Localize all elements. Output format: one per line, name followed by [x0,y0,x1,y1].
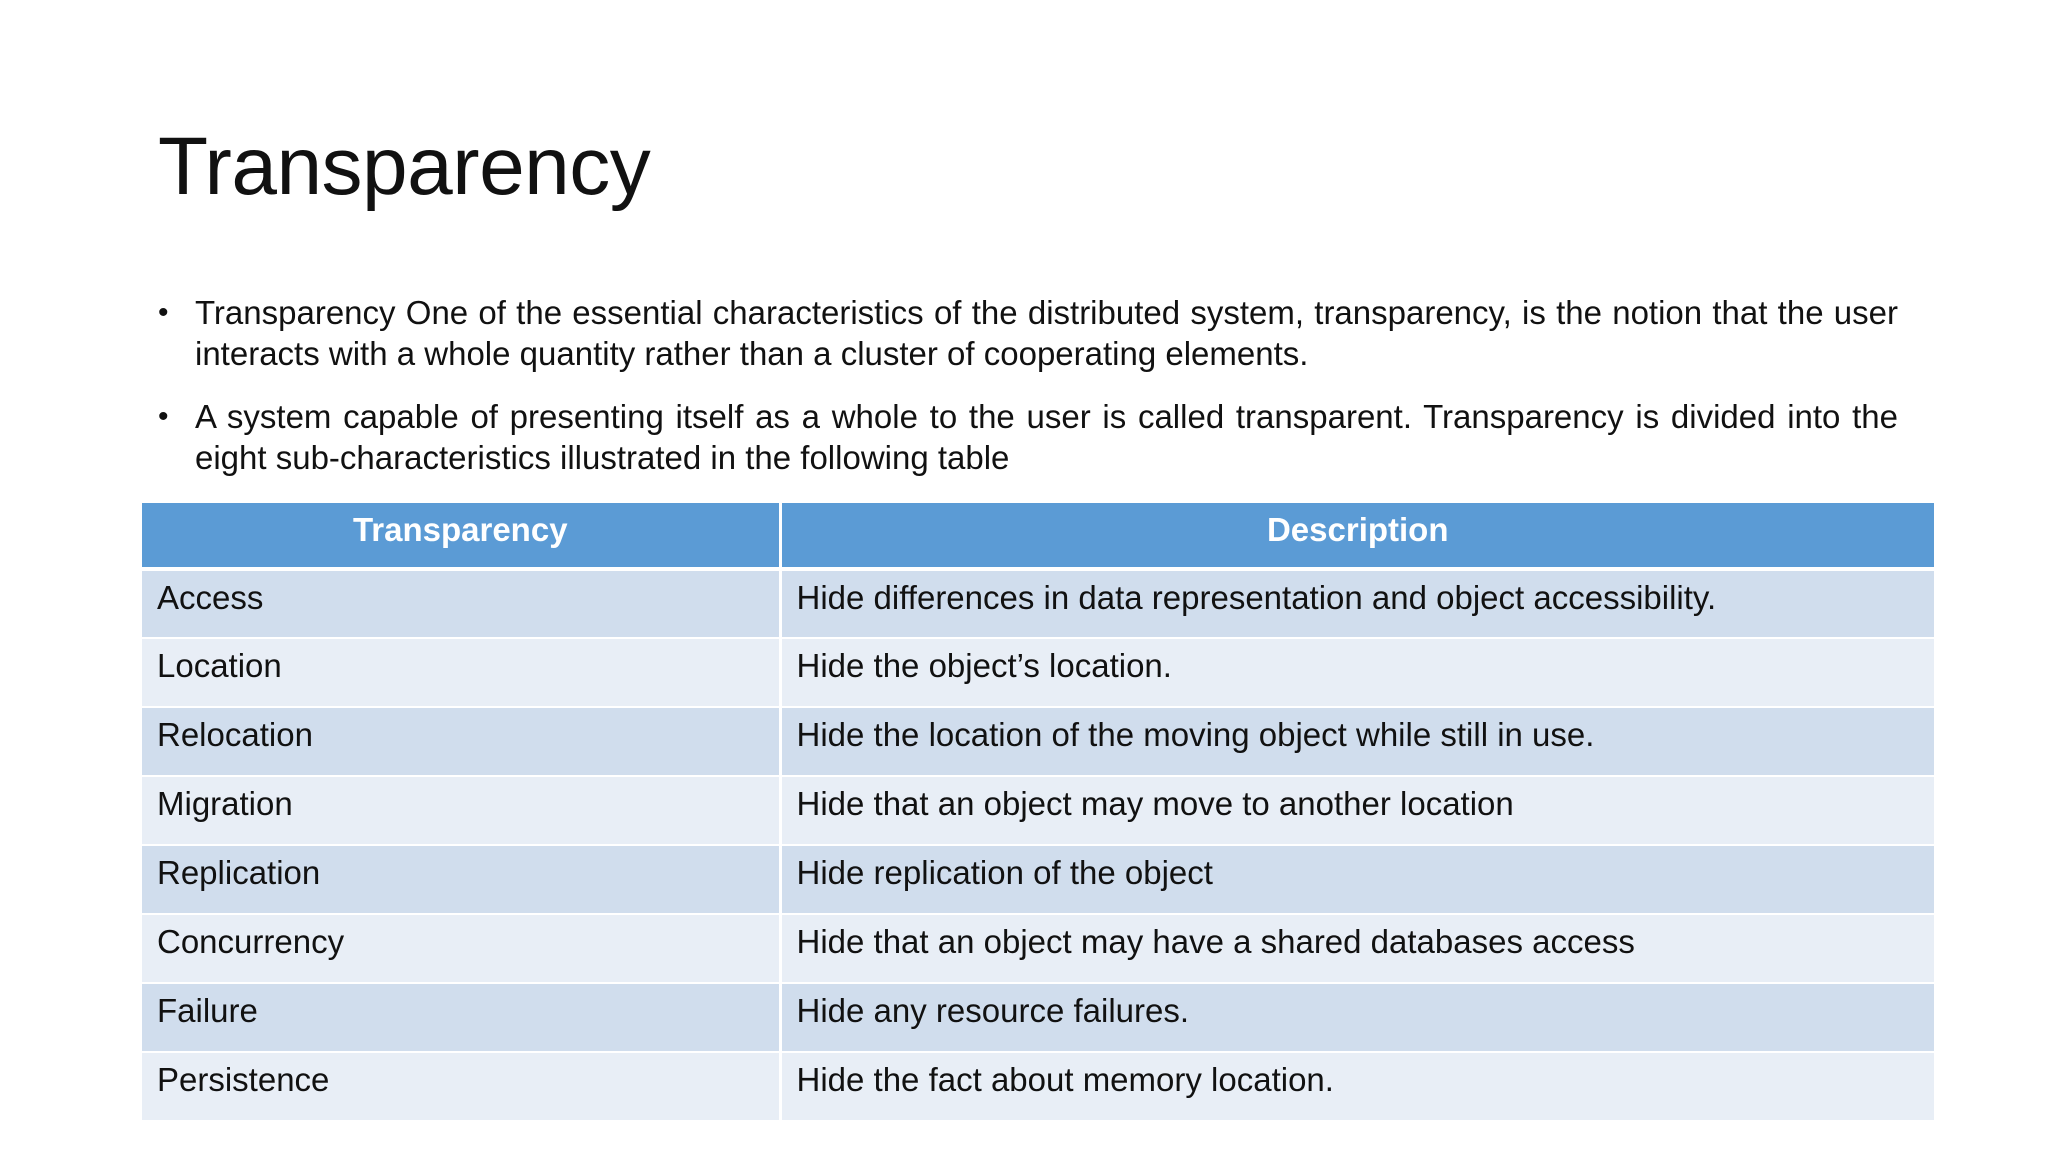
bullet-marker: • [158,400,169,433]
header-transparency: Transparency [142,503,780,569]
cell-description: Hide that an object may move to another location [780,776,1934,845]
table-row [142,1052,1934,1121]
cell-transparency: Location [142,638,780,707]
bullet-text: Transparency One of the essential characteristics of the distributed system, transparency, is the notion that the user interacts with a whole quantity rather than a cluster of cooperating elements. [195,294,1898,372]
bullet-text: A system capable of presenting itself as a whole to the user is called transparent. Transparency is divided into the eight sub-characteristics illustrated in the following table [195,398,1898,476]
cell-description: Hide the object’s location. [780,638,1934,707]
transparency-table [142,503,1934,1122]
table-row [142,569,1934,638]
cell-transparency: Relocation [142,707,780,776]
table-row [142,776,1934,845]
cell-transparency: Replication [142,845,780,914]
table-row [142,707,1934,776]
slide-title: Transparency [158,121,651,212]
cell-description: Hide the location of the moving object while still in use. [780,707,1934,776]
cell-transparency: Failure [142,983,780,1052]
table-row [142,845,1934,914]
cell-transparency: Concurrency [142,914,780,983]
table-header-row [142,503,1934,569]
table-row [142,914,1934,983]
header-description: Description [780,503,1934,569]
cell-transparency: Migration [142,776,780,845]
bullet-item-2 [158,396,1898,478]
table-row [142,638,1934,707]
cell-description: Hide any resource failures. [780,983,1934,1052]
cell-description: Hide that an object may have a shared databases access [780,914,1934,983]
bullet-item-1 [158,292,1898,374]
transparency-table-container [142,503,1934,1122]
cell-transparency: Access [142,569,780,638]
table-row [142,983,1934,1052]
bullet-list [158,292,1898,500]
cell-description: Hide differences in data representation and object accessibility. [780,569,1934,638]
cell-description: Hide replication of the object [780,845,1934,914]
bullet-marker: • [158,296,169,329]
cell-description: Hide the fact about memory location. [780,1052,1934,1121]
cell-transparency: Persistence [142,1052,780,1121]
